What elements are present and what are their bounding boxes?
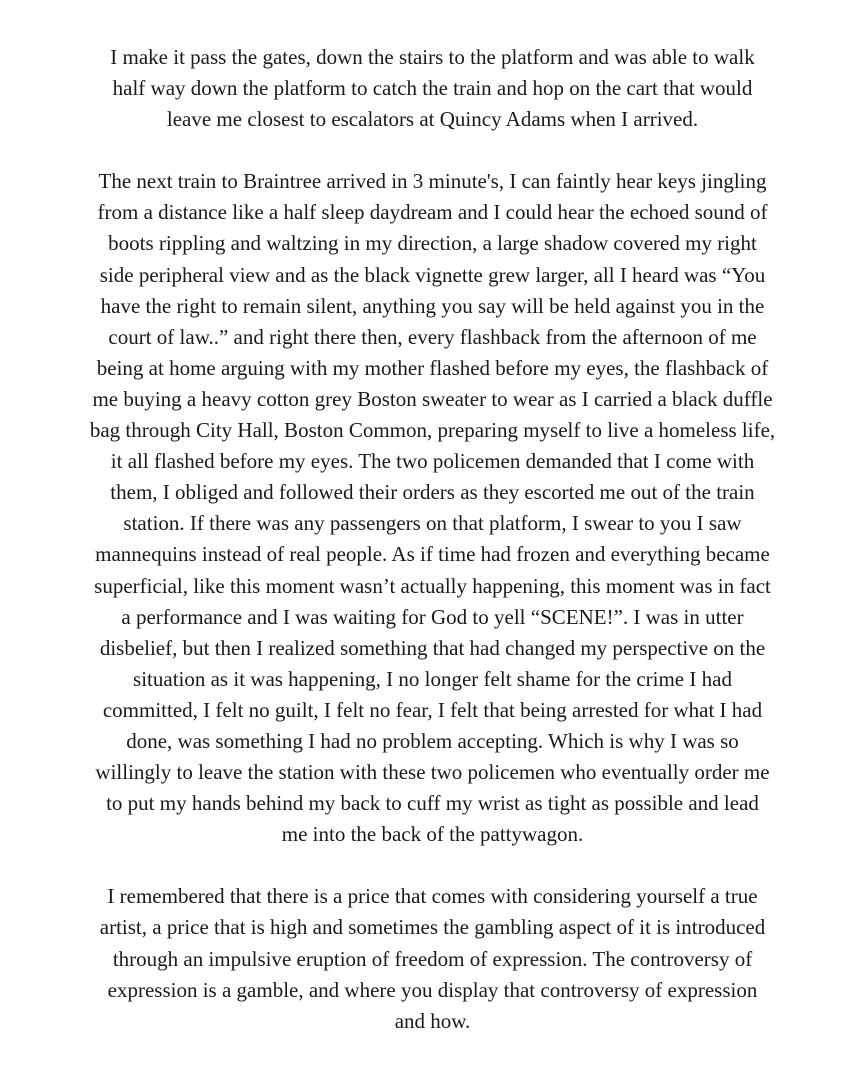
text-line: superficial, like this moment wasn’t actually happening, this moment was in fact xyxy=(94,573,771,598)
text-line: situation as it was happening, I no longer felt shame for the crime I had xyxy=(133,666,732,691)
text-line: disbelief, but then I realized something that had changed my perspective on the xyxy=(99,635,766,660)
text-line: leave me closest to escalators at Quincy Adams when I arrived. xyxy=(166,107,699,132)
text-line: station. If there was any passengers on that platform, I swear to you I saw xyxy=(123,511,742,536)
paragraph-2 xyxy=(14,166,851,850)
text-line: court of law..” and right there then, every flashback from the afternoon of me xyxy=(108,324,757,349)
text-line: through an impulsive eruption of freedom of expression. The controversy of xyxy=(112,946,753,971)
text-line: expression is a gamble, and where you display that controversy of expression xyxy=(107,977,758,1002)
text-line: have the right to remain silent, anything you say will be held against you in the xyxy=(100,293,765,318)
text-line: being at home arguing with my mother flashed before my eyes, the flashback of xyxy=(96,355,769,380)
text-line: me into the back of the pattywagon. xyxy=(281,822,584,847)
paragraph-1 xyxy=(14,42,851,135)
text-line: them, I obliged and followed their orders as they escorted me out of the train xyxy=(110,480,755,505)
text-line: me buying a heavy cotton grey Boston sweater to wear as I carried a black duffle xyxy=(92,386,773,411)
paragraph-3 xyxy=(14,881,851,1036)
text-line: The next train to Braintree arrived in 3 minute's, I can faintly hear keys jingling xyxy=(98,169,767,194)
text-line: a performance and I was waiting for God to yell “SCENE!”. I was in utter xyxy=(121,604,744,629)
text-line: to put my hands behind my back to cuff my wrist as tight as possible and lead xyxy=(106,791,759,816)
text-line: it all flashed before my eyes. The two policemen demanded that I come with xyxy=(110,449,755,474)
paragraph-spacer xyxy=(14,850,851,881)
text-line: side peripheral view and as the black vignette grew larger, all I heard was “You xyxy=(99,262,766,287)
text-line: I make it pass the gates, down the stairs to the platform and was able to walk xyxy=(110,45,755,69)
text-line: done, was something I had no problem accepting. Which is why I was so xyxy=(126,728,739,753)
text-line: bag through City Hall, Boston Common, preparing myself to live a homeless life, xyxy=(89,418,776,443)
text-line: I remembered that there is a price that comes with considering yourself a true xyxy=(107,884,758,909)
text-line: mannequins instead of real people. As if time had frozen and everything became xyxy=(95,542,770,567)
text-line: committed, I felt no guilt, I felt no fear, I felt that being arrested for what I had xyxy=(102,697,763,722)
paragraph-spacer xyxy=(14,135,851,166)
text-line: willingly to leave the station with these two policemen who eventually order me xyxy=(95,760,770,785)
text-line: artist, a price that is high and sometimes the gambling aspect of it is introduced xyxy=(99,915,766,940)
text-line: from a distance like a half sleep daydream and I could hear the echoed sound of xyxy=(97,200,768,225)
text-line: half way down the platform to catch the train and hop on the cart that would xyxy=(112,76,753,101)
text-line: and how. xyxy=(394,1008,471,1033)
text-line: boots rippling and waltzing in my direction, a large shadow covered my right xyxy=(108,231,757,256)
